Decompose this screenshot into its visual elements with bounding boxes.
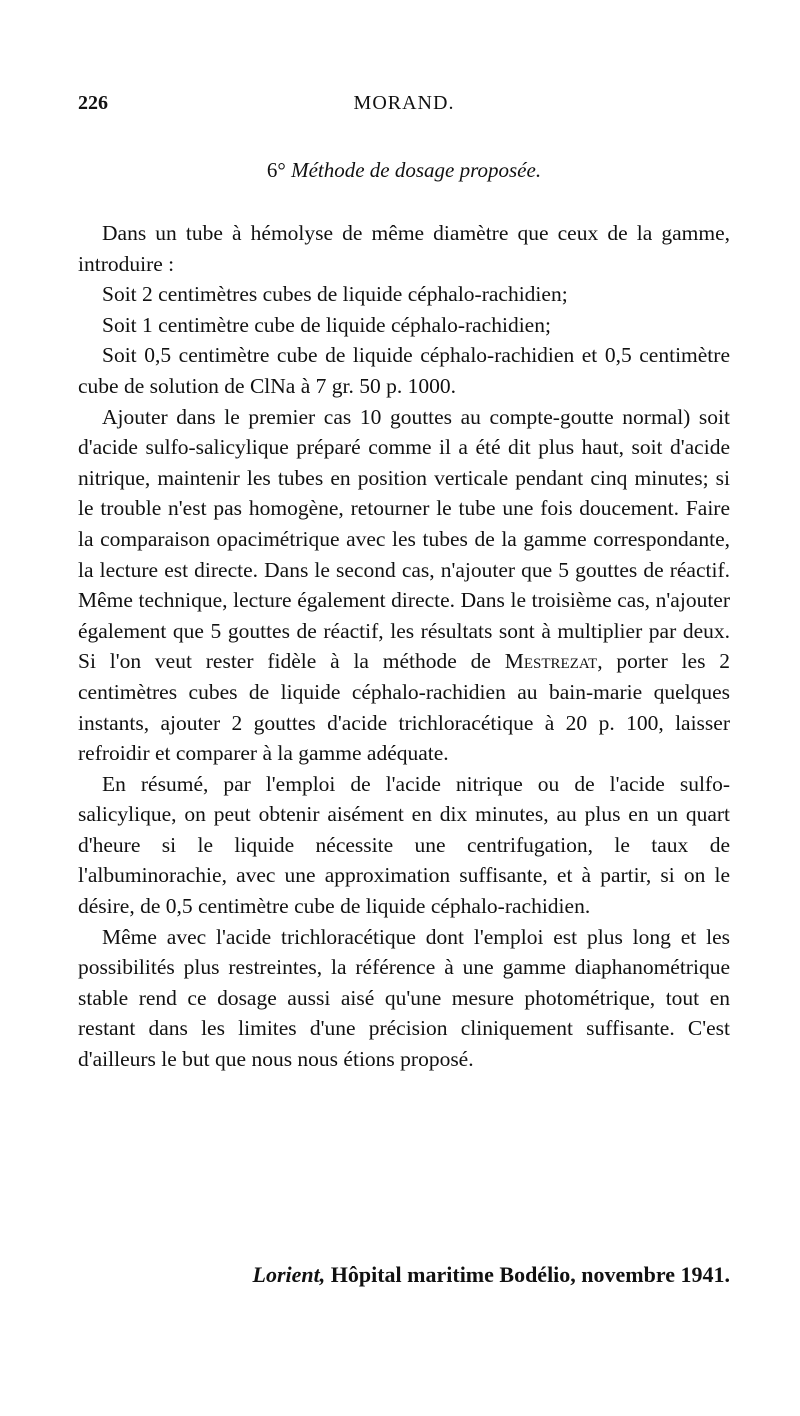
paragraph-summary: En résumé, par l'emploi de l'acide nitrique ou de l'acide sulfo-salicylique, on peut obtenir aisément en dix minutes, au plus en un quart d'heure si le liquide nécessite une centrifugation, le taux de l'albuminorachie, avec une approximation suffisante, et à partir, si on le désire, de 0,5 centimètre cube de liquide céphalo-rachidien.: [78, 771, 730, 919]
paragraph-option-3: Soit 0,5 centimètre cube de liquide céphalo-rachidien et 0,5 centimètre cube de solution de ClNa à 7 gr. 50 p. 1000.: [78, 343, 730, 398]
page-number: 226: [78, 92, 108, 114]
body-text: [78, 218, 730, 1075]
running-head: MORAND.: [353, 92, 455, 114]
section-number: 6°: [266, 158, 286, 182]
paragraph-intro: Dans un tube à hémolyse de même diamètre que ceux de la gamme, introduire :: [78, 221, 730, 276]
signature-place: Lorient,: [252, 1262, 326, 1287]
paragraph-conclusion: Même avec l'acide trichloracétique dont l'emploi est plus long et les possibilités plus restreintes, la référence à une gamme diaphanométrique stable rend ce dosage aussi aisé qu'une mesure photométrique, tout en restant dans les limites d'une précision cliniquement suffisante. C'est d'ailleurs le but que nous nous étions proposé.: [78, 924, 730, 1072]
page-header: [78, 92, 730, 122]
signature-rest: Hôpital maritime Bodélio, novembre 1941.: [330, 1262, 730, 1287]
signature-line: [78, 1262, 730, 1288]
paragraph-option-1: Soit 2 centimètres cubes de liquide céphalo-rachidien;: [102, 282, 568, 307]
paragraph-option-2: Soit 1 centimètre cube de liquide céphalo-rachidien;: [102, 312, 551, 337]
section-title-text: Méthode de dosage proposée.: [291, 158, 542, 182]
procedure-text-before: Ajouter dans le premier cas 10 gouttes au compte-goutte normal) soit d'acide sulfo-salicylique préparé comme il a été dit plus haut, soit d'acide nitrique, maintenir les tubes en position verticale pendant cinq minutes; si le trouble n'est pas homogène, retourner le tube une fois doucement. Faire la comparaison opacimétrique avec les tubes de la gamme correspondante, la lecture est directe. Dans le second cas, n'ajouter que 5 gouttes de réactif. Même technique, lecture également directe. Dans le troisième cas, n'ajouter également que 5 gouttes de réactif, les résultats sont à multiplier par deux. Si l'on veut rester fidèle à la méthode de: [78, 404, 730, 674]
paragraph-procedure: [78, 402, 730, 769]
section-title: [78, 158, 730, 183]
author-name: Mestrezat: [504, 649, 598, 674]
procedure-text-after: , porter les 2 centimètres cubes de liquide céphalo-rachidien au bain-marie quelques instants, ajouter 2 gouttes d'acide trichloracétique à 20 p. 100, laisser refroidir et comparer à la gamme adéquate.: [78, 649, 731, 766]
